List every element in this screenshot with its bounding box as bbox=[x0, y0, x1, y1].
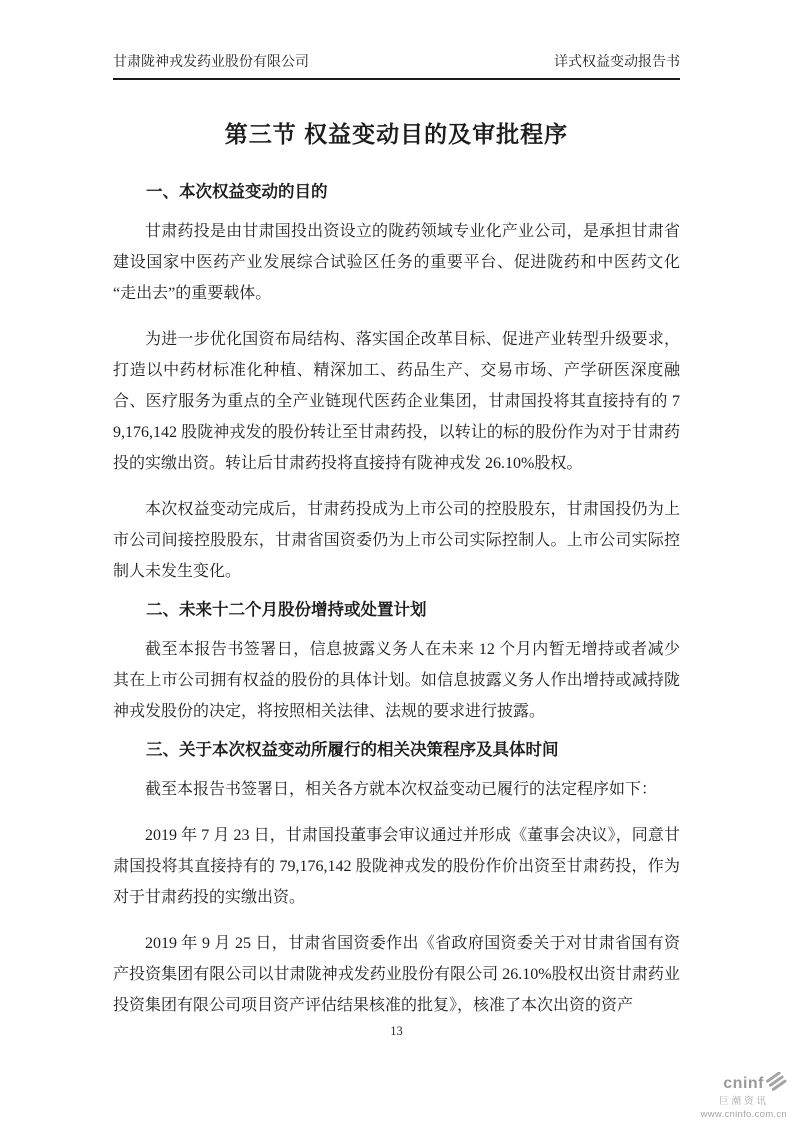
cninfo-logo bbox=[701, 1072, 787, 1121]
page-header bbox=[113, 54, 680, 80]
section-3-paragraph-2: 2019 年 7 月 23 日，甘肃国投董事会审议通过并形成《董事会决议》，同意甘肃国投将其直接持有的 79,176,142 股陇神戎发的股份作价出资至甘肃药投，作为对于甘肃药投的实缴出资。 bbox=[113, 827, 680, 906]
cninfo-logo-subtitle: 巨潮资讯 bbox=[718, 1096, 769, 1108]
section-1-paragraph-3: 本次权益变动完成后，甘肃药投成为上市公司的控股股东，甘肃国投仍为上市公司间接控股股东，甘肃省国资委仍为上市公司实际控制人。上市公司实际控制人未发生变化。 bbox=[113, 501, 680, 580]
section-2-heading: 二、未来十二个月股份增持或处置计划 bbox=[146, 601, 427, 619]
cninfo-logo-text: cninf bbox=[723, 1075, 764, 1092]
chapter-title: 第三节 权益变动目的及审批程序 bbox=[224, 121, 569, 147]
page-number: 13 bbox=[390, 1024, 403, 1038]
section-3-paragraph-3: 2019 年 9 月 25 日，甘肃省国资委作出《省政府国资委关于对甘肃省国有资产投资集团有限公司以甘肃陇神戎发药业股份有限公司 26.10%股权出资甘肃药业投资集团有限公司项目资产评估结果核准的批复》，核准了本次出资的资产 bbox=[113, 935, 680, 1014]
section-3-heading: 三、关于本次权益变动所履行的相关决策程序及具体时间 bbox=[146, 741, 559, 759]
section-3-paragraph-1: 截至本报告书签署日，相关各方就本次权益变动已履行的法定程序如下： bbox=[145, 781, 658, 798]
section-1-paragraph-1: 甘肃药投是由甘肃国投出资设立的陇药领域专业化产业公司，是承担甘肃省建设国家中医药产业发展综合试验区任务的重要平台、促进陇药和中医药文化“走出去”的重要载体。 bbox=[113, 223, 680, 302]
cninfo-swirl-icon bbox=[766, 1072, 787, 1096]
header-doc-title: 详式权益变动报告书 bbox=[554, 55, 680, 70]
document-body bbox=[113, 78, 680, 1036]
section-1-paragraph-2: 为进一步优化国资布局结构、落实国企改革目标、促进产业转型升级要求，打造以中药材标准化种植、精深加工、药品生产、交易市场、产学研医深度融合、医疗服务为重点的全产业链现代医药企业集团，甘肃国投将其直接持有的 79,176,142 股陇神戎发的股份转让至甘肃药投，以转让的标的股份作为对于甘肃药投的实缴出资。转让后甘肃药投将直接持有陇神戎发 26.10%股权。 bbox=[113, 331, 680, 472]
header-company-name: 甘肃陇神戎发药业股份有限公司 bbox=[113, 55, 309, 70]
cninfo-logo-row bbox=[701, 1072, 787, 1096]
cninfo-logo-url: www.cninfo.com.cn bbox=[700, 1109, 787, 1121]
section-1-heading: 一、本次权益变动的目的 bbox=[146, 183, 328, 201]
section-2-paragraph-1: 截至本报告书签署日，信息披露义务人在未来 12 个月内暂无增持或者减少其在上市公司拥有权益的股份的具体计划。如信息披露义务人作出增持或减持陇神戎发股份的决定，将按照相关法律、法规的要求进行披露。 bbox=[113, 641, 680, 720]
